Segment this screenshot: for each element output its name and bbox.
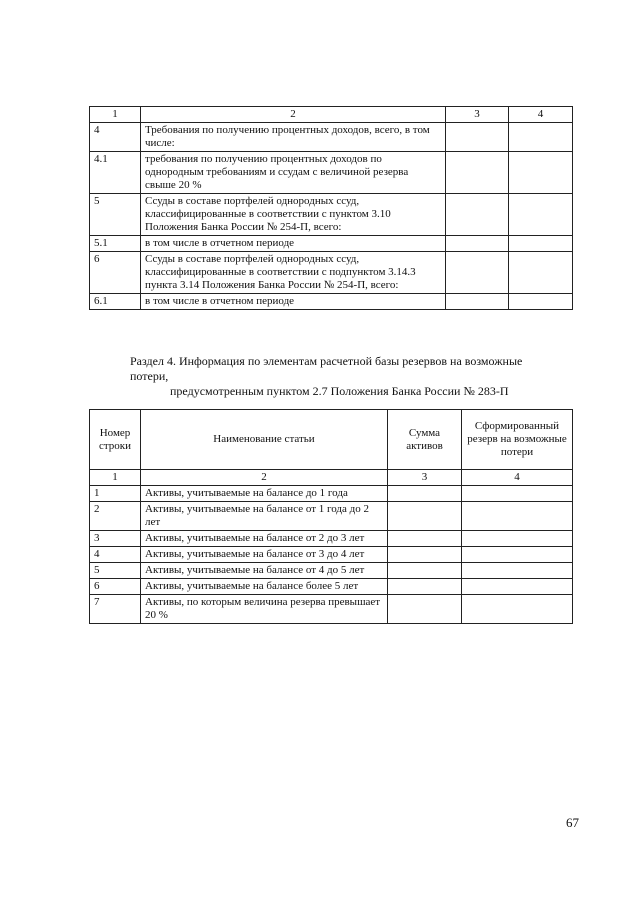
empty-cell: [388, 486, 462, 502]
row-text: Активы, учитываемые на балансе до 1 года: [141, 486, 388, 502]
empty-cell: [462, 502, 573, 531]
empty-cell: [509, 252, 573, 294]
empty-cell: [388, 531, 462, 547]
table-section-4: [89, 409, 573, 624]
table-numbering-row: [90, 470, 573, 486]
empty-cell: [462, 486, 573, 502]
row-number: 4: [90, 547, 141, 563]
section-title-line: предусмотренным пунктом 2.7 Положения Банка России № 283-П: [170, 384, 509, 398]
empty-cell: [509, 152, 573, 194]
row-number: 6.1: [90, 294, 141, 310]
table-row: [90, 563, 573, 579]
row-number: 6: [90, 579, 141, 595]
row-text: в том числе в отчетном периоде: [141, 294, 446, 310]
empty-cell: [509, 123, 573, 152]
column-number: 3: [446, 107, 509, 123]
column-header: Сформированный резерв на возможные потери: [462, 410, 573, 470]
column-header: Номер строки: [90, 410, 141, 470]
table-row: [90, 123, 573, 152]
row-text: Ссуды в составе портфелей однородных ссуд, классифицированные в соответствии с подпунктом 3.14.3 пункта 3.14 Положения Банка России № 254-П, всего:: [141, 252, 446, 294]
empty-cell: [446, 252, 509, 294]
row-text: Активы, учитываемые на балансе более 5 лет: [141, 579, 388, 595]
row-number: 1: [90, 486, 141, 502]
empty-cell: [462, 579, 573, 595]
empty-cell: [388, 547, 462, 563]
page-number: 67: [566, 815, 579, 830]
table-row: [90, 502, 573, 531]
row-number: 5: [90, 194, 141, 236]
row-text: требования по получению процентных доходов по однородным требованиям и ссудам с величиной резерва свыше 20 %: [141, 152, 446, 194]
table-row: [90, 236, 573, 252]
empty-cell: [388, 502, 462, 531]
table-header-row: [90, 410, 573, 470]
section-title: [130, 354, 560, 399]
row-text: Активы, учитываемые на балансе от 4 до 5 лет: [141, 563, 388, 579]
table-row: [90, 579, 573, 595]
column-number: 1: [90, 470, 141, 486]
column-number: 3: [388, 470, 462, 486]
column-number: 1: [90, 107, 141, 123]
column-number: 4: [509, 107, 573, 123]
row-number: 2: [90, 502, 141, 531]
column-header: Сумма активов: [388, 410, 462, 470]
empty-cell: [446, 152, 509, 194]
table-row: [90, 252, 573, 294]
table-continuation: [89, 106, 573, 310]
row-number: 7: [90, 595, 141, 624]
row-number: 3: [90, 531, 141, 547]
table-row: [90, 595, 573, 624]
empty-cell: [388, 595, 462, 624]
row-number: 6: [90, 252, 141, 294]
empty-cell: [388, 563, 462, 579]
table-row: [90, 486, 573, 502]
empty-cell: [388, 579, 462, 595]
row-text: Активы, по которым величина резерва превышает 20 %: [141, 595, 388, 624]
empty-cell: [509, 194, 573, 236]
empty-cell: [446, 123, 509, 152]
table-row: [90, 194, 573, 236]
row-text: Ссуды в составе портфелей однородных ссуд, классифицированные в соответствии с пунктом 3.10 Положения Банка России № 254-П, всего:: [141, 194, 446, 236]
row-number: 4.1: [90, 152, 141, 194]
empty-cell: [446, 194, 509, 236]
empty-cell: [462, 547, 573, 563]
row-number: 5: [90, 563, 141, 579]
row-number: 5.1: [90, 236, 141, 252]
empty-cell: [462, 595, 573, 624]
empty-cell: [462, 563, 573, 579]
empty-cell: [509, 236, 573, 252]
column-number: 2: [141, 470, 388, 486]
row-text: Требования по получению процентных доходов, всего, в том числе:: [141, 123, 446, 152]
row-number: 4: [90, 123, 141, 152]
row-text: в том числе в отчетном периоде: [141, 236, 446, 252]
table-row: [90, 152, 573, 194]
column-header: Наименование статьи: [141, 410, 388, 470]
table-header-row: [90, 107, 573, 123]
empty-cell: [509, 294, 573, 310]
empty-cell: [446, 236, 509, 252]
column-number: 2: [141, 107, 446, 123]
row-text: Активы, учитываемые на балансе от 1 года до 2 лет: [141, 502, 388, 531]
row-text: Активы, учитываемые на балансе от 3 до 4 лет: [141, 547, 388, 563]
row-text: Активы, учитываемые на балансе от 2 до 3 лет: [141, 531, 388, 547]
column-number: 4: [462, 470, 573, 486]
table-row: [90, 531, 573, 547]
section-title-line: Раздел 4. Информация по элементам расчетной базы резервов на возможные потери,: [130, 354, 523, 383]
empty-cell: [462, 531, 573, 547]
table-row: [90, 547, 573, 563]
table-row: [90, 294, 573, 310]
empty-cell: [446, 294, 509, 310]
